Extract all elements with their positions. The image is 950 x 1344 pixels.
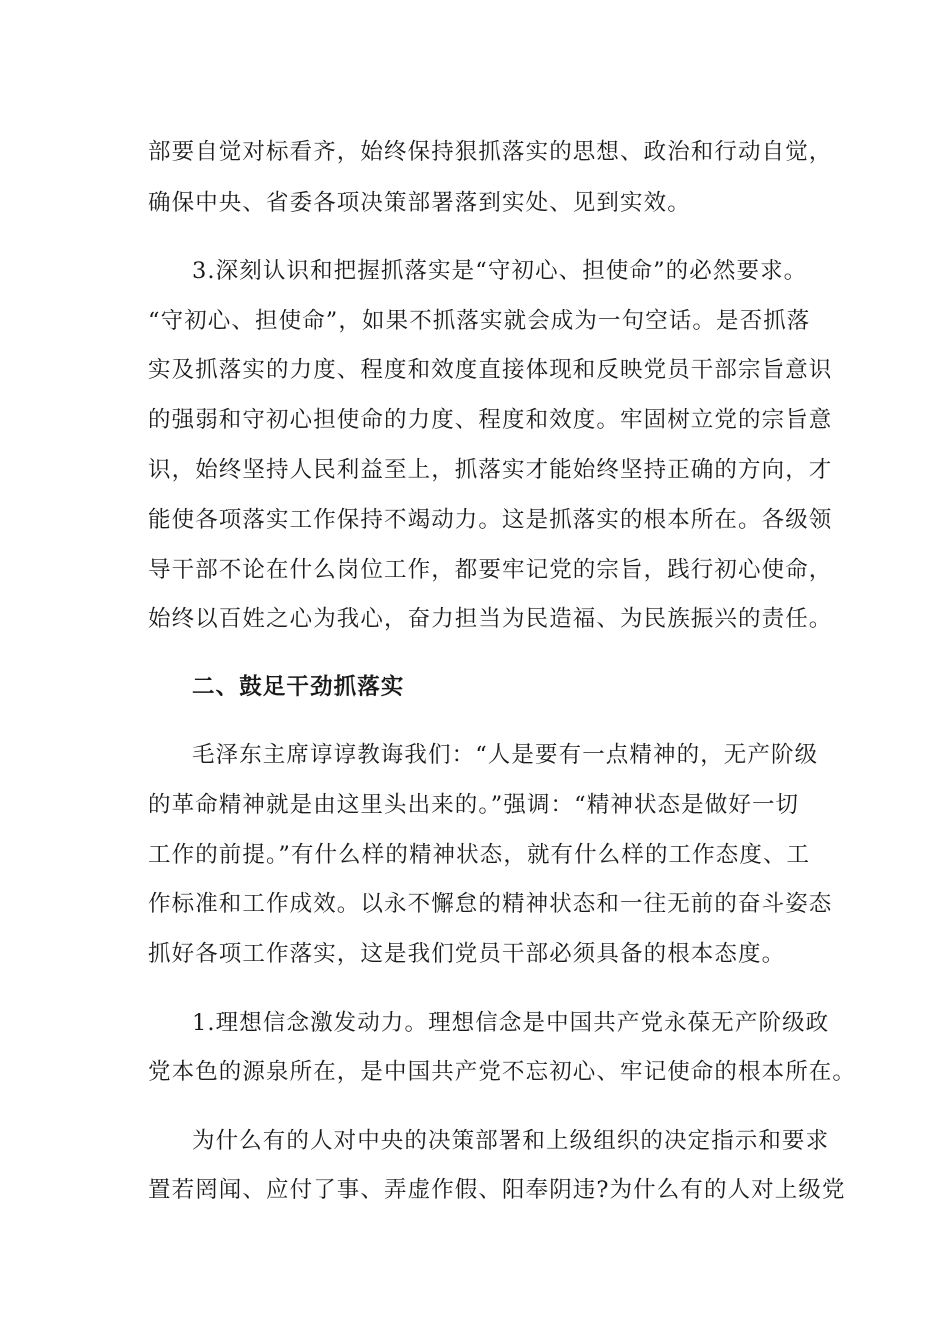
paragraph-line: “守初心、担使命”，如果不抓落实就会成为一句空话。是否抓落 [148, 308, 811, 334]
paragraph-line: 识，始终坚持人民利益至上，抓落实才能始终坚持正确的方向，才 [148, 457, 833, 483]
paragraph-line: 始终以百姓之心为我心，奋力担当为民造福、为民族振兴的责任。 [148, 606, 833, 632]
paragraph-line: 能使各项落实工作保持不竭动力。这是抓落实的根本所在。各级领 [148, 507, 833, 533]
paragraph-line: 导干部不论在什么岗位工作，都要牢记党的宗旨，践行初心使命， [148, 557, 833, 583]
paragraph-line: 实及抓落实的力度、程度和效度直接体现和反映党员干部宗旨意识 [148, 357, 833, 383]
paragraph-line: 的革命精神就是由这里头出来的。”强调：“精神状态是做好一切 [148, 792, 800, 818]
paragraph-line: 1.理想信念激发动力。理想信念是中国共产党永葆无产阶级政 [192, 1010, 830, 1036]
paragraph-line: 党本色的源泉所在，是中国共产党不忘初心、牢记使命的根本所在。 [148, 1059, 857, 1085]
section-heading: 二、鼓足干劲抓落实 [192, 674, 405, 700]
paragraph-line: 毛泽东主席谆谆教诲我们：“人是要有一点精神的，无产阶级 [192, 742, 819, 768]
paragraph-line: 3.深刻认识和把握抓落实是“守初心、担使命”的必然要求。 [192, 258, 808, 284]
paragraph-line: 确保中央、省委各项决策部署落到实处、见到实效。 [148, 190, 691, 216]
paragraph-line: 部要自觉对标看齐，始终保持狠抓落实的思想、政治和行动自觉， [148, 139, 833, 165]
paragraph-line: 工作的前提。”有什么样的精神状态，就有什么样的工作态度、工 [148, 842, 811, 868]
paragraph-line: 作标准和工作成效。以永不懈怠的精神状态和一往无前的奋斗姿态 [148, 891, 833, 917]
paragraph-line: 为什么有的人对中央的决策部署和上级组织的决定指示和要求 [192, 1128, 830, 1154]
paragraph-line: 抓好各项工作落实，这是我们党员干部必须具备的根本态度。 [148, 941, 786, 967]
paragraph-line: 置若罔闻、应付了事、弄虚作假、阳奉阴违?为什么有的人对上级党 [148, 1177, 846, 1203]
paragraph-line: 的强弱和守初心担使命的力度、程度和效度。牢固树立党的宗旨意 [148, 407, 833, 433]
